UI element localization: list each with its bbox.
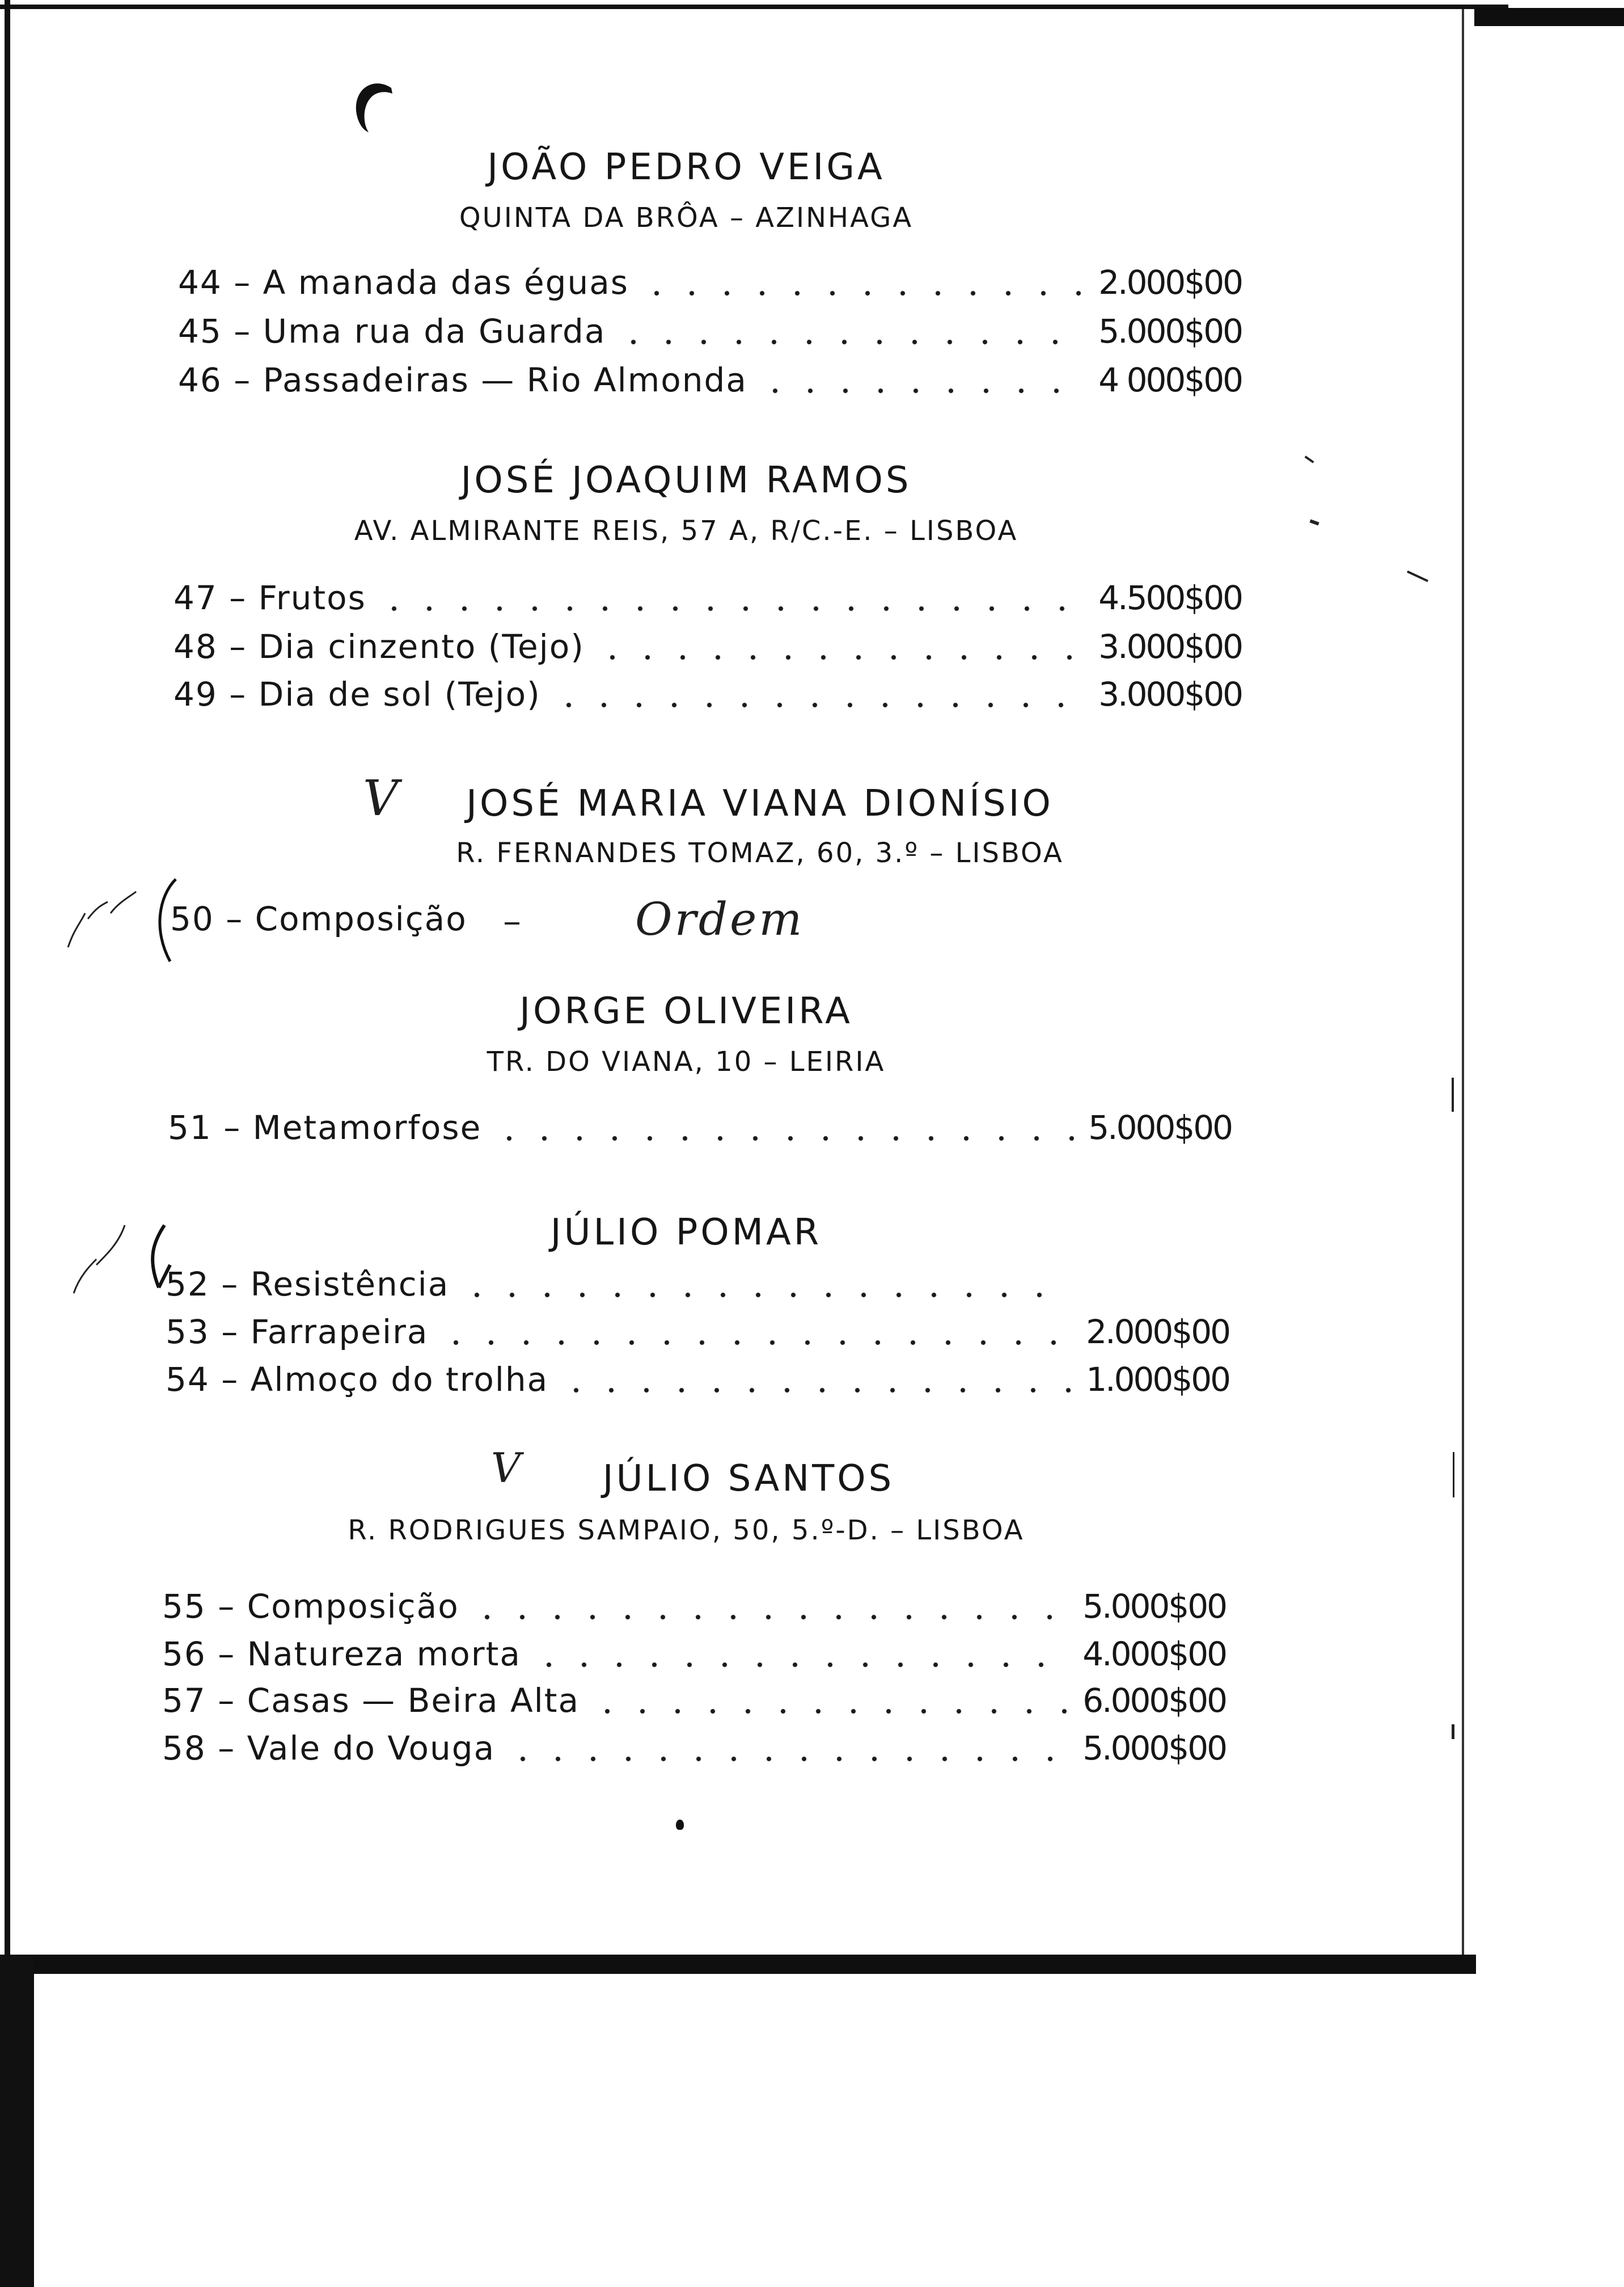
artist-address: R. RODRIGUES SAMPAIO, 50, 5.º-D. – LISBOA xyxy=(348,1514,1025,1546)
page-edge-right xyxy=(1462,9,1464,1960)
dot-leader xyxy=(595,655,1084,660)
artist-name: JOSÉ MARIA VIANA DIONÍSIO xyxy=(466,783,1054,825)
entry-title: 52 – Resistência xyxy=(166,1265,450,1303)
catalogue-entry xyxy=(174,623,1242,670)
catalogue-entry xyxy=(162,1724,1226,1772)
artist-address: QUINTA DA BRÔA – AZINHAGA xyxy=(459,202,914,234)
scan-border-bottom xyxy=(10,1955,1476,1974)
dot-leader xyxy=(377,606,1084,611)
artist-name: JOÃO PEDRO VEIGA xyxy=(487,146,885,188)
catalogue-entry xyxy=(162,1677,1226,1724)
scan-border-bottom-left xyxy=(0,1955,34,2287)
entry-price: 5.000$00 xyxy=(1082,1729,1226,1767)
catalogue-entry xyxy=(162,1583,1226,1630)
catalogue-entry xyxy=(170,895,1021,943)
handwritten-check-mark: V xyxy=(491,1444,521,1492)
dot-leader xyxy=(639,290,1084,296)
catalogue-entry xyxy=(162,1630,1226,1678)
dot-leader xyxy=(492,1136,1074,1141)
catalogue-entry xyxy=(178,356,1242,404)
dot-leader xyxy=(590,1708,1068,1714)
dot-leader xyxy=(758,388,1084,394)
page-mark xyxy=(676,1820,684,1830)
artist-name: JÚLIO SANTOS xyxy=(602,1458,895,1500)
artist-address: AV. ALMIRANTE REIS, 57 A, R/C.-E. – LISBOA xyxy=(354,515,1018,547)
catalogue-entry xyxy=(178,259,1242,306)
catalogue-entry xyxy=(174,574,1242,622)
entry-title: 44 – A manada das éguas xyxy=(178,263,629,302)
dot-leader xyxy=(616,339,1084,345)
catalogue-entry xyxy=(178,307,1242,355)
entry-price: 1.000$00 xyxy=(1086,1360,1229,1399)
catalogue-entry xyxy=(166,1356,1229,1403)
handwritten-check-mark: V xyxy=(363,770,399,827)
dot-leader xyxy=(559,1387,1072,1393)
entry-price: 2.000$00 xyxy=(1086,1313,1229,1351)
artist-name: JOSÉ JOAQUIM RAMOS xyxy=(460,459,912,501)
entry-price: 5.000$00 xyxy=(1082,1587,1226,1626)
entry-title: 48 – Dia cinzento (Tejo) xyxy=(174,627,585,666)
corner-mark-icon xyxy=(352,77,396,133)
catalogue-entry xyxy=(166,1260,1056,1308)
artist-name: JÚLIO POMAR xyxy=(550,1212,822,1254)
handwritten-margin-note-icon xyxy=(57,862,181,976)
entry-title: 58 – Vale do Vouga xyxy=(162,1729,496,1767)
scan-speck xyxy=(1407,571,1428,583)
entry-title: 47 – Frutos xyxy=(174,579,366,617)
entry-title: 45 – Uma rua da Guarda xyxy=(178,312,606,351)
dash-mark xyxy=(505,922,519,925)
entry-title: 57 – Casas — Beira Alta xyxy=(162,1681,580,1720)
entry-price: 4.500$00 xyxy=(1098,579,1242,617)
entry-price: 5.000$00 xyxy=(1098,312,1242,351)
artist-name: JORGE OLIVEIRA xyxy=(519,990,853,1032)
artist-address: R. FERNANDES TOMAZ, 60, 3.º – LISBOA xyxy=(456,837,1064,869)
entry-title: 53 – Farrapeira xyxy=(166,1313,429,1351)
entry-title: 56 – Natureza morta xyxy=(162,1635,521,1673)
entry-price: 3.000$00 xyxy=(1098,627,1242,666)
entry-title: 50 – Composição xyxy=(170,900,467,938)
entry-title: 51 – Metamorfose xyxy=(168,1108,482,1147)
catalogue-entry xyxy=(168,1104,1232,1151)
entry-price: 2.000$00 xyxy=(1098,263,1242,302)
entry-title: 54 – Almoço do trolha xyxy=(166,1360,549,1399)
entry-price: 3.000$00 xyxy=(1098,675,1242,714)
scan-speck xyxy=(1453,1452,1454,1497)
dot-leader xyxy=(531,1662,1068,1668)
catalogue-entry xyxy=(166,1308,1229,1356)
entry-price: 4.000$00 xyxy=(1082,1635,1226,1673)
handwritten-note: Ordem xyxy=(635,893,805,946)
dot-leader xyxy=(551,702,1084,708)
scan-border-top-right xyxy=(1474,8,1624,26)
scan-speck xyxy=(1452,1078,1454,1112)
artist-address: TR. DO VIANA, 10 – LEIRIA xyxy=(487,1046,886,1078)
dot-leader xyxy=(438,1340,1072,1345)
entry-price: 4 000$00 xyxy=(1098,361,1242,399)
entry-title: 49 – Dia de sol (Tejo) xyxy=(174,675,541,714)
dot-leader xyxy=(505,1756,1068,1762)
scan-speck xyxy=(1452,1724,1454,1739)
entry-price: 6.000$00 xyxy=(1082,1681,1226,1720)
entry-title: 55 – Composição xyxy=(162,1587,459,1626)
dot-leader xyxy=(470,1614,1068,1620)
entry-title: 46 – Passadeiras — Rio Almonda xyxy=(178,361,747,399)
scan-border-top xyxy=(0,5,1508,9)
dot-leader xyxy=(459,1292,1046,1298)
scan-border-left xyxy=(5,0,10,2287)
catalogue-entry xyxy=(174,670,1242,718)
entry-price: 5.000$00 xyxy=(1088,1108,1232,1147)
